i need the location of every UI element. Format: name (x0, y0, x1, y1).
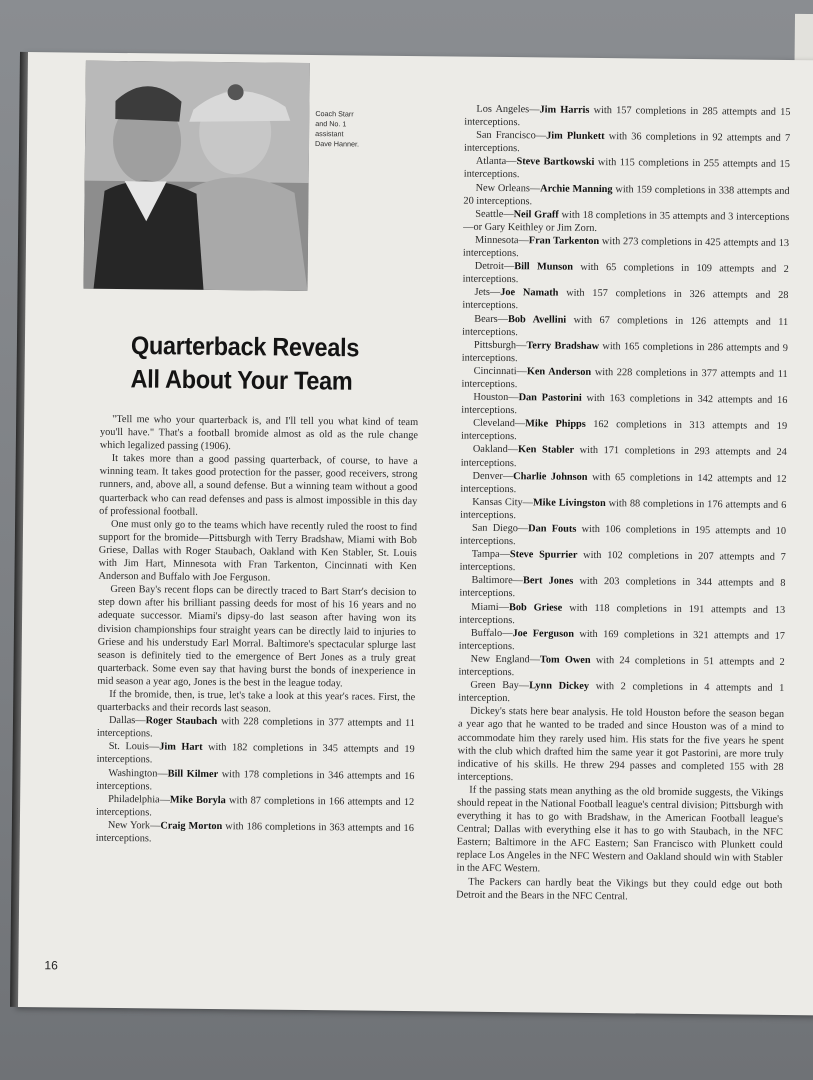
record-team: Atlanta (475, 156, 507, 168)
qb-record: Detroit—Bill Munson with 65 completions in 109 attempts and 2 interceptions. (462, 260, 789, 286)
record-list-left (96, 714, 415, 848)
record-quarterback: Bill Munson (514, 261, 574, 273)
record-team: Houston (473, 391, 509, 404)
record-quarterback: Bill Kilmer (167, 768, 219, 780)
body-paragraph: If the bromide, then, is true, let's take a look at this year's races. First, the quarterbacks and their records last season. (97, 688, 416, 715)
qb-record: Washington—Bill Kilmer with 178 completions in 346 attempts and 16 interceptions. (96, 767, 415, 792)
record-team: Los Angeles (476, 103, 530, 116)
record-quarterback: Bert Jones (522, 575, 574, 588)
body-paragraph: One must only go to the teams which have recently ruled the roost to find support for the bromide—Pittsburgh with Terry Bradshaw, Miami with Bob Griese, Dallas with Roger Staubach, Oakland with Ken Stabler, St. Louis with Jim Hart, Minnesota with Fran Tarkenton, Cincinnati with Ken Anderson and Buffalo with Joe Ferguson. (98, 518, 418, 584)
record-team: New Orleans (475, 182, 530, 194)
qb-record: Atlanta—Steve Bartkowski with 115 completions in 255 attempts and 15 interceptions. (463, 156, 790, 181)
record-stats: with 273 completions in 425 attempts and 13 interceptions. (462, 235, 790, 260)
record-stats: with 102 completions in 207 attempts and 7 interceptions. (459, 550, 786, 574)
record-stats: with 157 completions in 326 attempts and 28 interceptions. (462, 287, 789, 312)
record-quarterback: Joe Ferguson (512, 627, 575, 640)
record-quarterback: Ken Anderson (526, 366, 592, 378)
qb-record: Buffalo—Joe Ferguson with 169 completions in 321 attempts and 17 interceptions. (458, 627, 785, 652)
record-quarterback: Jim Harris (539, 104, 590, 116)
qb-record: Cincinnati—Ken Anderson with 228 completions in 377 attempts and 11 interceptions. (461, 365, 788, 391)
record-quarterback: Jim Plunkett (546, 130, 605, 143)
record-quarterback: Craig Morton (160, 820, 223, 833)
record-team: Miami (471, 601, 499, 613)
page-number: 16 (44, 958, 58, 973)
qb-record: Los Angeles—Jim Harris with 157 completions in 285 attempts and 15 interceptions. (464, 103, 791, 129)
body-paragraph: Green Bay's recent flops can be directly traced to Bart Starr's decision to step down after his brilliant passing deeds for most of his 16 years and no adequate successor. Miami's dipsy-do last season after having won its division championships four straight years can be directly laid to injuries to Griese and his understudy Earl Morral. Baltimore's spectacular splurge last season is definitely tied to the emergence of Bert Jones as a truly great quarterback. Some even say that having burst the bonds of inexperience in mid season a year ago, Jones is the best in the league today. (97, 584, 417, 690)
record-stats: with 106 completions in 195 attempts and 10 interceptions. (459, 523, 787, 548)
headline-line: Quarterback Reveals (130, 331, 360, 362)
record-stats: with 163 completions in 342 attempts and 16 interceptions. (461, 392, 788, 417)
record-quarterback: Mike Phipps (525, 418, 586, 431)
record-quarterback: Dan Fouts (528, 523, 577, 535)
qb-record: Dallas—Roger Staubach with 228 completions in 377 attempts and 11 interceptions. (96, 715, 416, 740)
record-quarterback: Fran Tarkenton (528, 235, 600, 247)
body-paragraph: It takes more than a good passing quarterback, of course, to have a winning team. It takes good protection for the passer, good receivers, strong runners, and, above all, a sound defense. But a winning team without a good quarterback who can read defenses and pass is almost impossible in this day of professional football. (99, 453, 418, 518)
record-stats: with 2 completions in 4 attempts and 1 interception. (458, 681, 785, 705)
record-quarterback: Lynn Dickey (529, 680, 590, 693)
record-team: Baltimore (471, 575, 513, 587)
record-team: Seattle (475, 208, 504, 220)
record-stats: with 67 completions in 126 attempts and 11 interceptions. (462, 314, 789, 338)
record-stats: with 115 completions in 255 attempts and 15 interceptions. (463, 157, 790, 181)
record-quarterback: Roger Staubach (145, 715, 218, 728)
qb-record: Philadelphia—Mike Boryla with 87 completions in 166 attempts and 12 interceptions. (95, 793, 415, 819)
caption-line: and No. 1 (315, 119, 347, 129)
record-team: Green Bay (470, 679, 519, 692)
qb-record: Baltimore—Bert Jones with 203 completions in 344 attempts and 8 interceptions. (459, 575, 786, 600)
qb-record: Miami—Bob Griese with 118 completions in 191 attempts and 13 interceptions. (459, 601, 786, 626)
record-team: Denver (472, 470, 503, 482)
article-column-left (96, 413, 419, 848)
body-paragraph: Dickey's stats here bear analysis. He told Houston before the season began a year ago that he wanted to be traded and since Houston was of a mind to accommodate him they rarely used him. His stats for the five years he spent with the club which drafted him the same year it got Pastorini, are more truly indicative of his skills. He threw 294 passes and completed 155 with 28 interceptions. (457, 705, 785, 783)
record-stats: with 171 completions in 293 attempts and 24 interceptions. (460, 445, 787, 469)
record-stats: with 65 completions in 142 attempts and 12 interceptions. (460, 471, 787, 495)
qb-record: San Diego—Dan Fouts with 106 completions in 195 attempts and 10 interceptions. (459, 522, 787, 548)
body-paragraph: If the passing stats mean anything as the old bromide suggests, the Vikings should repeat in the National Football league's central division; Pittsburgh with everything it has to go with Bradshaw, in the American Football league's Central; Dallas with everything else it has to go with Staubach, in the NFC Eastern; Baltimore in the AFC Eastern; San Francisco with Plunkett could replace Los Angeles in the NFC Western and Oakland should win with Stabler in the AFC Western. (456, 784, 784, 875)
body-paragraph: The Packers can hardly beat the Vikings but they could edge out both Detroit and the Bears in the NFC Central. (456, 876, 783, 902)
record-team: Jets (474, 287, 491, 299)
record-stats: 162 completions in 313 attempts and 19 interceptions. (460, 419, 788, 443)
record-quarterback: Steve Spurrier (509, 549, 578, 561)
record-quarterback: Archie Manning (540, 182, 613, 195)
qb-record: Houston—Dan Pastorini with 163 completions in 342 attempts and 16 interceptions. (461, 391, 788, 417)
record-stats: with 203 completions in 344 attempts and 8 interceptions. (459, 576, 786, 600)
record-team: Bears (474, 313, 498, 325)
record-team: New England (470, 653, 530, 666)
record-stats: with 18 completions in 35 attempts and 3 interceptions—or Gary Keithley or Jim Zorn. (463, 209, 790, 234)
record-quarterback: Neil Graff (513, 208, 559, 221)
record-team: San Francisco (476, 129, 536, 142)
record-team: Washington (108, 767, 158, 779)
record-stats: with 65 completions in 109 attempts and 2 interceptions. (462, 261, 789, 286)
record-quarterback: Jim Hart (159, 741, 203, 754)
record-team: Minnesota (474, 234, 519, 247)
qb-record: New York—Craig Morton with 186 completions in 363 attempts and 16 interceptions. (95, 819, 414, 845)
qb-record: Cleveland—Mike Phipps 162 completions in 313 attempts and 19 interceptions. (460, 417, 788, 443)
record-stats: with 178 completions in 346 attempts and 16 interceptions. (96, 768, 415, 792)
record-team: St. Louis (108, 741, 149, 753)
record-team: Philadelphia (108, 793, 160, 806)
record-stats: with 169 completions in 321 attempts and 17 interceptions. (458, 628, 785, 652)
record-team: Pittsburgh (473, 339, 517, 351)
record-team: Buffalo (470, 627, 503, 639)
record-quarterback: Terry Bradshaw (526, 339, 600, 352)
qb-record: Denver—Charlie Johnson with 65 completions in 142 attempts and 12 interceptions. (460, 470, 787, 495)
qb-record: Oakland—Ken Stabler with 171 completions in 293 attempts and 24 interceptions. (460, 444, 787, 469)
record-quarterback: Tom Owen (539, 654, 591, 666)
qb-record: San Francisco—Jim Plunkett with 36 completions in 92 attempts and 7 interceptions. (463, 129, 791, 155)
headline-line: All About Your Team (130, 364, 353, 396)
qb-record: New England—Tom Owen with 24 completions in 51 attempts and 2 interceptions. (458, 653, 785, 679)
caption-line: Dave Hanner. (315, 139, 360, 149)
record-quarterback: Charlie Johnson (513, 470, 588, 483)
record-quarterback: Dan Pastorini (518, 392, 582, 404)
body-paragraph: "Tell me who your quarterback is, and I'll tell you what kind of team you'll have." That's a football bromide almost as old as the rule change which legalized passing (1906). (99, 413, 419, 453)
article-column-right (456, 103, 790, 905)
record-stats: with 118 completions in 191 attempts and 13 interceptions. (459, 602, 786, 626)
record-stats: with 87 completions in 166 attempts and 12 interceptions. (95, 794, 415, 819)
record-list-right (458, 103, 790, 709)
record-stats: with 165 completions in 286 attempts and 9 interceptions. (461, 340, 788, 364)
record-team: Cleveland (473, 417, 515, 430)
qb-record: Minnesota—Fran Tarkenton with 273 completions in 425 attempts and 13 interceptions. (462, 234, 790, 260)
record-team: Kansas City (472, 496, 523, 509)
qb-record: Jets—Joe Namath with 157 completions in 326 attempts and 28 interceptions. (462, 287, 789, 312)
record-team: Cincinnati (473, 365, 517, 378)
record-stats: with 157 completions in 285 attempts and 15 interceptions. (464, 104, 791, 129)
record-team: Detroit (474, 260, 505, 273)
record-team: Oakland (472, 444, 508, 456)
record-stats: with 228 completions in 377 attempts and 11 interceptions. (96, 716, 416, 740)
record-stats: with 159 completions in 338 attempts and 20 interceptions. (463, 183, 790, 207)
record-team: Tampa (471, 548, 500, 561)
record-team: New York (107, 819, 151, 832)
record-quarterback: Steve Bartkowski (516, 156, 595, 169)
record-quarterback: Joe Namath (500, 287, 559, 299)
qb-record: Seattle—Neil Graff with 18 completions in 35 attempts and 3 interceptions—or Gary Keithley or Jim Zorn. (463, 208, 790, 234)
record-stats: with 36 completions in 92 attempts and 7 interceptions. (463, 131, 791, 155)
record-stats: with 228 completions in 377 attempts and 11 interceptions. (461, 366, 788, 391)
qb-record: Bears—Bob Avellini with 67 completions in 126 attempts and 11 interceptions. (462, 313, 789, 338)
record-stats: with 24 completions in 51 attempts and 2 interceptions. (458, 654, 785, 679)
record-quarterback: Mike Livingston (532, 497, 606, 509)
record-stats: with 186 completions in 363 attempts and 16 interceptions. (95, 821, 414, 845)
qb-record: New Orleans—Archie Manning with 159 completions in 338 attempts and 20 interceptions. (463, 182, 790, 207)
qb-record: St. Louis—Jim Hart with 182 completions in 345 attempts and 19 interceptions. (96, 741, 415, 766)
record-quarterback: Bob Avellini (507, 313, 567, 326)
record-stats: with 88 completions in 176 attempts and 6 interceptions. (460, 497, 787, 522)
record-quarterback: Ken Stabler (517, 444, 575, 457)
record-team: Dallas (108, 715, 136, 727)
magazine-page (16, 52, 813, 1015)
caption-line: assistant (315, 129, 344, 139)
coaches-photo (84, 61, 310, 291)
record-team: San Diego (471, 522, 518, 535)
caption-line: Coach Starr (315, 109, 354, 119)
qb-record: Pittsburgh—Terry Bradshaw with 165 completions in 286 attempts and 9 interceptions. (461, 339, 788, 364)
qb-record: Green Bay—Lynn Dickey with 2 completions in 4 attempts and 1 interception. (458, 679, 785, 705)
record-quarterback: Bob Griese (508, 601, 563, 614)
photo-caption (315, 109, 405, 150)
article-headline (130, 329, 431, 399)
qb-record: Kansas City—Mike Livingston with 88 completions in 176 attempts and 6 interceptions. (460, 496, 787, 522)
record-stats: with 182 completions in 345 attempts and 19 interceptions. (96, 742, 415, 766)
qb-record: Tampa—Steve Spurrier with 102 completions in 207 attempts and 7 interceptions. (459, 548, 786, 574)
record-quarterback: Mike Boryla (169, 794, 226, 806)
